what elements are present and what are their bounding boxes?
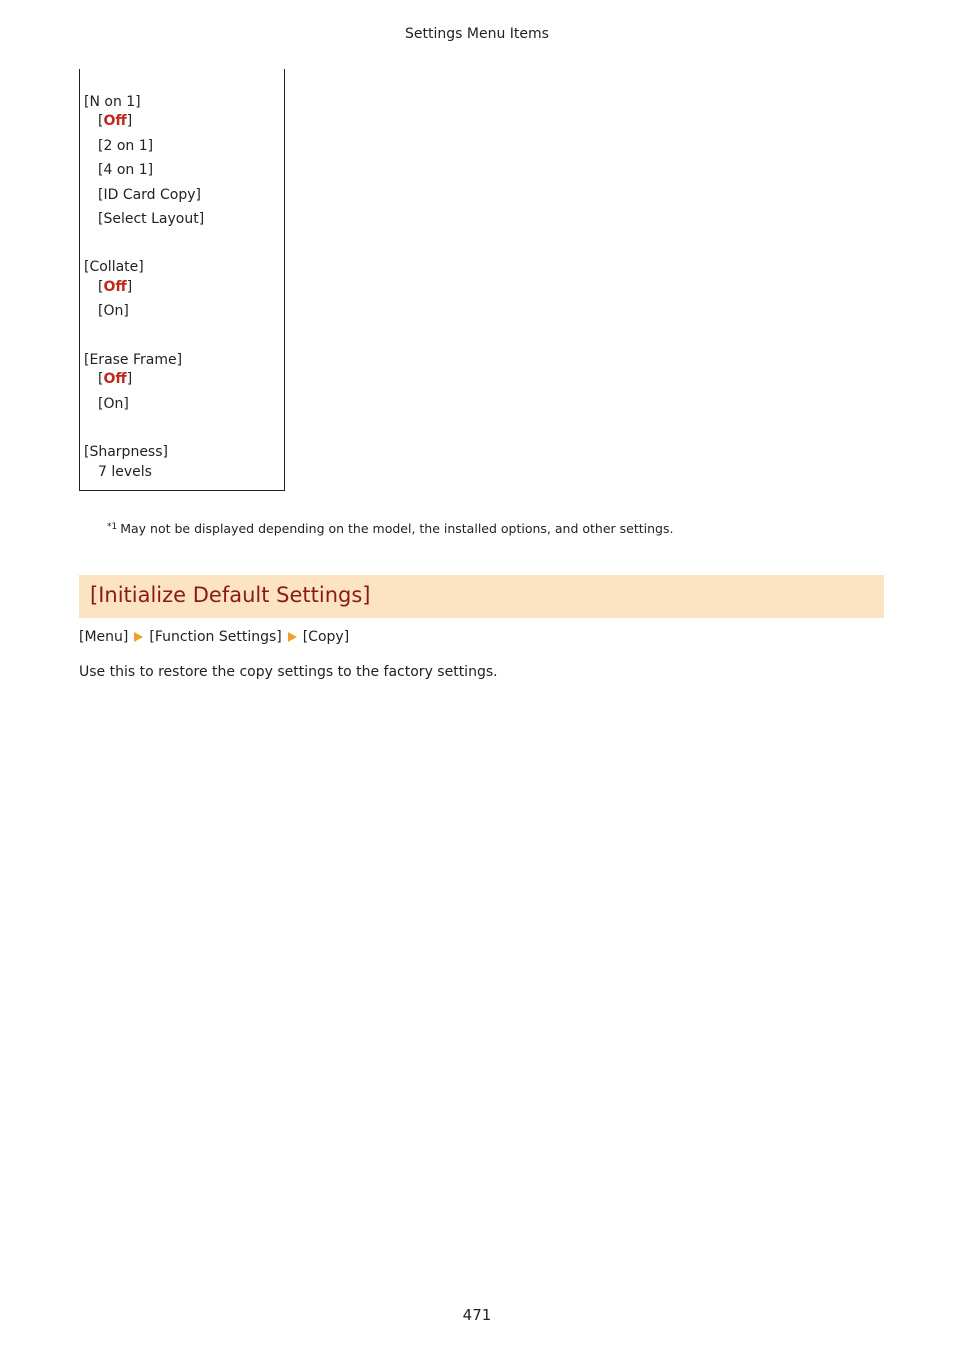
breadcrumb-item-function-settings: [Function Settings] <box>149 629 282 645</box>
breadcrumb-item-menu: [Menu] <box>79 629 129 645</box>
section-heading-bar <box>79 575 884 618</box>
running-header: Settings Menu Items <box>405 26 549 42</box>
footnote-text: May not be displayed depending on the model, the installed options, and other settings. <box>120 521 674 536</box>
default-value: Off <box>103 371 127 387</box>
section-description: Use this to restore the copy settings to the factory settings. <box>79 664 498 680</box>
setting-option: [On] <box>98 396 129 412</box>
setting-option: [On] <box>98 303 129 319</box>
footnote <box>107 521 673 536</box>
setting-sharpness-label: [Sharpness] <box>84 444 168 460</box>
bracket-open: [ <box>98 371 104 387</box>
breadcrumb-item-copy: [Copy] <box>302 629 350 645</box>
setting-erase-frame-default <box>98 370 132 388</box>
bracket-open: [ <box>98 113 104 129</box>
breadcrumb <box>79 629 349 645</box>
bracket-open: [ <box>98 279 104 295</box>
bracket-close: ] <box>126 279 133 295</box>
setting-n-on-1-label: [N on 1] <box>84 94 141 110</box>
setting-erase-frame-label: [Erase Frame] <box>84 352 183 368</box>
setting-collate-label: [Collate] <box>84 259 144 275</box>
setting-n-on-1-default <box>98 112 132 130</box>
arrow-right-icon <box>288 632 297 642</box>
setting-option: [2 on 1] <box>98 138 154 154</box>
setting-collate-default <box>98 278 132 296</box>
bracket-close: ] <box>126 113 133 129</box>
default-value: Off <box>103 279 127 295</box>
footnote-marker: *1 <box>107 522 118 532</box>
section-title: [Initialize Default Settings] <box>90 583 371 607</box>
settings-table <box>79 69 285 491</box>
setting-sharpness-value: 7 levels <box>98 464 152 480</box>
page-number: 471 <box>462 1306 492 1324</box>
default-value: Off <box>103 113 127 129</box>
setting-option: [Select Layout] <box>98 211 205 227</box>
setting-option: [4 on 1] <box>98 162 154 178</box>
arrow-right-icon <box>134 632 143 642</box>
bracket-close: ] <box>126 371 133 387</box>
setting-option: [ID Card Copy] <box>98 187 201 203</box>
